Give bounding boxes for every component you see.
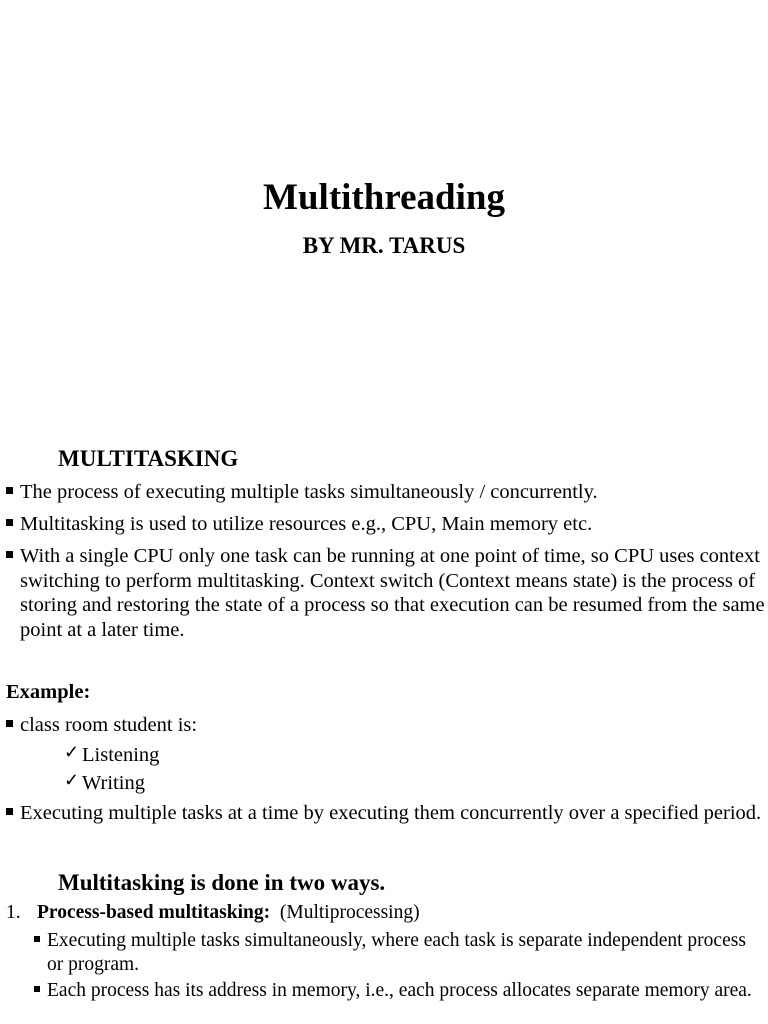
- check-item-label: Listening: [82, 744, 160, 766]
- bullet-item: Executing multiple tasks at a time by executing them concurrently over a specified period.: [20, 801, 765, 826]
- item-note: (Multiprocessing): [279, 902, 420, 923]
- example-label: Example:: [6, 681, 91, 703]
- item-number: 1.: [6, 902, 21, 923]
- section-heading-multitasking: MULTITASKING: [58, 446, 239, 471]
- document-subtitle: BY MR. TARUS: [302, 233, 466, 258]
- check-item-writing: [64, 768, 145, 795]
- numbered-item-process-based: [6, 901, 420, 925]
- checkmark-icon: ✓: [64, 742, 80, 762]
- bullet-item: class room student is:: [20, 713, 765, 738]
- sub-bullet-item: Each process has its address in memory, i.e., each process allocates separate memory area.: [47, 979, 762, 1003]
- title-block: [0, 176, 768, 260]
- section-heading-two-ways: Multitasking is done in two ways.: [58, 870, 386, 895]
- document-title: Multithreading: [263, 177, 505, 218]
- sub-bullet-item: Executing multiple tasks simultaneously, where each task is separate independent process or program.: [47, 929, 762, 976]
- checkmark-icon: ✓: [64, 770, 80, 790]
- item-label: Process-based multitasking:: [37, 902, 271, 923]
- check-item-listening: [64, 740, 159, 767]
- bullet-item: The process of executing multiple tasks simultaneously / concurrently.: [20, 480, 765, 505]
- check-item-label: Writing: [82, 772, 145, 794]
- bullet-item: Multitasking is used to utilize resources e.g., CPU, Main memory etc.: [20, 512, 765, 537]
- bullet-item: With a single CPU only one task can be running at one point of time, so CPU uses context switching to perform multitasking. Context switch (Context means state) is the process of storing and restoring the state of a process so that execution can be resumed from the same point at a later time.: [20, 545, 765, 641]
